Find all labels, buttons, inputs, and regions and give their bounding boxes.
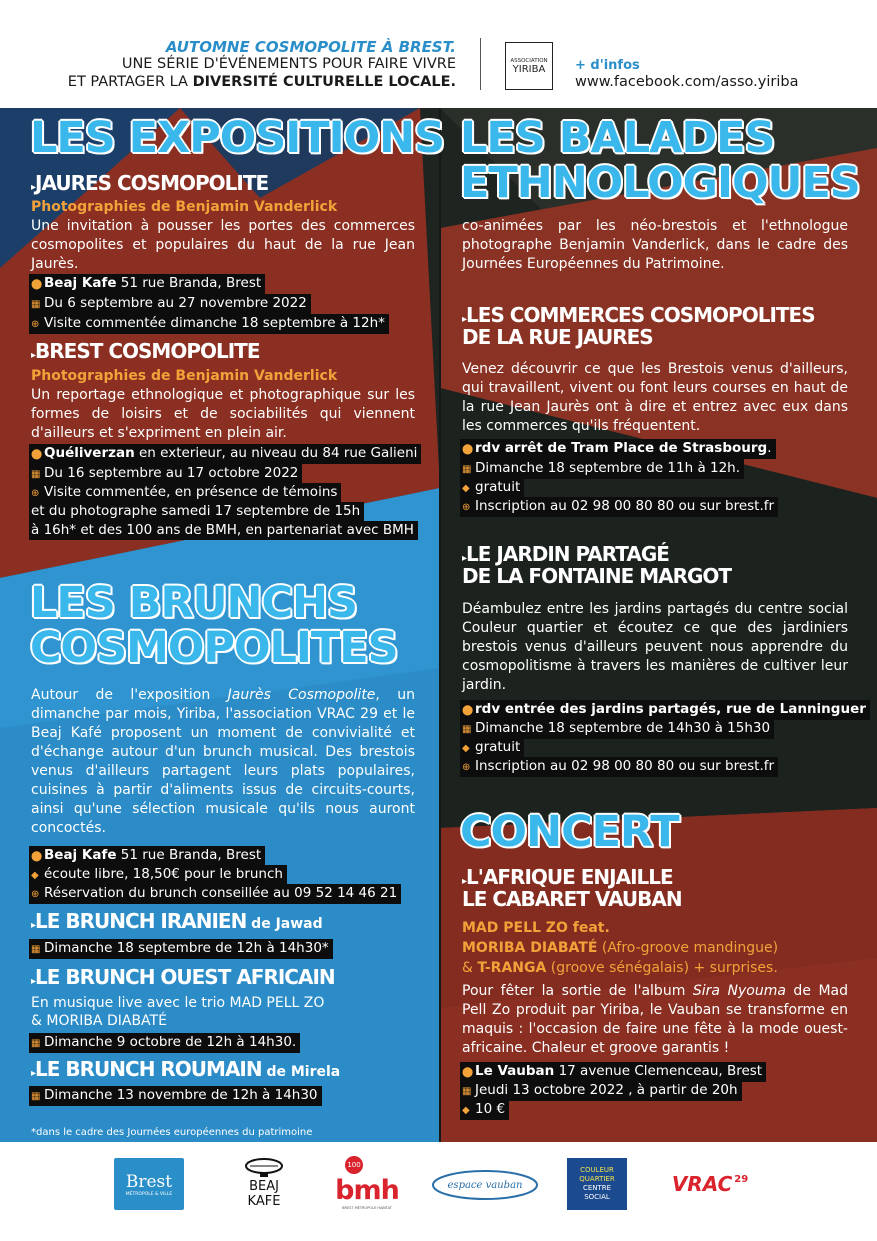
brunch-3-date-text: Dimanche 13 novembre de 12h à 14h30: [44, 1087, 318, 1103]
price-tag-icon: ◆: [462, 1105, 470, 1116]
bmh-badge: 100: [345, 1156, 363, 1174]
brunchs-title-1: LES BRUNCHS: [30, 578, 358, 628]
brunch-2-title-text: LE BRUNCH OUEST AFRICAIN: [35, 965, 335, 989]
balade-1-inscription-text: Inscription au 02 98 00 80 80 ou sur brest.fr: [475, 498, 775, 514]
couleur-quartier-logo: [567, 1158, 627, 1210]
balade-1-place-rest: .: [767, 440, 772, 456]
header-line-2: UNE SÉRIE D'ÉVÉNEMENTS POUR FAIRE VIVRE: [121, 56, 456, 72]
balade-2-place-bold: rdv entrée des jardins partagés, rue de Lanninguer: [475, 701, 866, 717]
concert-place-addr: 17 avenue Clemenceau, Brest: [554, 1063, 763, 1079]
expo-1-title-text: JAURES COSMOPOLITE: [35, 171, 269, 195]
expo-1-place-addr: 51 rue Branda, Brest: [116, 275, 262, 291]
plus-circle-icon: ⊕: [462, 762, 471, 773]
expo-2-extra-1: [29, 483, 341, 503]
bullet-icon: ▸: [31, 976, 36, 987]
bmh-sub: BREST MÉTROPOLE HABITAT: [342, 1205, 392, 1210]
plus-circle-icon: ⊕: [31, 319, 40, 330]
expo-2-place-addr: en exterieur, au niveau du 84 rue Galieni: [134, 445, 418, 461]
expo-1-subtitle: Photographies de Benjamin Vanderlick: [31, 199, 338, 215]
brest-logo: [114, 1158, 184, 1210]
header-line-3a: ET PARTAGER LA: [67, 74, 193, 90]
brunch-1-title-text: LE BRUNCH IRANIEN: [35, 909, 247, 933]
header: [0, 0, 877, 108]
balade-1-place-bold: rdv arrêt de Tram Place de Strasbourg: [475, 440, 768, 456]
price-tag-icon: ◆: [462, 483, 470, 494]
plus-circle-icon: ⊕: [31, 889, 40, 900]
balade-2-date: [460, 719, 774, 739]
beaj-logo-1: BEAJ: [249, 1179, 279, 1194]
footnote: *dans le cadre des Journées européennes du patrimoine: [31, 1127, 313, 1138]
espace-vauban-logo: [430, 1168, 540, 1202]
concert-date: [460, 1081, 742, 1101]
expo-2-title: [31, 340, 260, 362]
bullet-icon: ▸: [31, 350, 36, 361]
balades-intro: co-animées par les néo-brestois et l'ethnologue photographe Benjamin Vanderlick, dans le cadre des Journées Européennes du Patrimoine.: [462, 218, 848, 272]
expo-1-place: [29, 274, 265, 294]
balade-1-title: [462, 304, 815, 348]
concert-text-a: Pour fêter la sortie de l'album: [462, 983, 693, 999]
expo-1-dates-text: Du 6 septembre au 27 novembre 2022: [44, 295, 307, 311]
brunchs-text-b: , un dimanche par mois, Yiriba, l'association VRAC 29 et le Beaj Kafé proposent un moment de convivialité et d'échange autour d'un brunch musical. Des brestois venus d'ailleurs partagent leurs plats populaires, cuisines à partir d'aliments issus de circuits-courts, ainsi qu'une sélection musicale qu'ils nous auront concoctés.: [31, 687, 415, 836]
bullet-icon: ▸: [31, 920, 36, 931]
infos-url[interactable]: www.facebook.com/asso.yiriba: [575, 74, 799, 90]
balade-1-inscription: [460, 497, 778, 517]
brunchs-resa: [29, 884, 401, 904]
balade-2-text: Déambulez entre les jardins partagés du centre social Couleur quartier et écoutez ce que des jardiniers brestois venus d'ailleurs peuvent nous apprendre du cosmopolitisme à travers les manières de cultiver leur jardin.: [462, 601, 848, 693]
expo-2-extra-1-text: Visite commentée, en présence de témoins: [44, 484, 338, 500]
expo-2-title-text: BREST COSMOPOLITE: [35, 339, 260, 363]
location-pin-icon: ⬤: [31, 851, 43, 862]
expo-2-subtitle: Photographies de Benjamin Vanderlick: [31, 368, 338, 384]
calendar-icon: ▦: [31, 469, 41, 480]
airship-icon: [244, 1157, 284, 1179]
balade-1-title-1: LES COMMERCES COSMOPOLITES: [466, 303, 815, 327]
calendar-icon: ▦: [31, 299, 41, 310]
concert-event-title-1: L'AFRIQUE ENJAILLE: [466, 865, 673, 889]
concert-artists-3-a: &: [462, 960, 478, 976]
calendar-icon: ▦: [31, 1091, 41, 1102]
balade-1-date: [460, 459, 744, 479]
bmh-text: bmh: [335, 1174, 399, 1206]
brunchs-place-addr: 51 rue Branda, Brest: [116, 847, 262, 863]
location-pin-icon: ⬤: [462, 705, 474, 716]
concert-place-bold: Le Vauban: [475, 1063, 555, 1079]
concert-place: [460, 1062, 766, 1082]
balade-1-text: Venez découvrir ce que les Brestois venus d'ailleurs, qui travaillent, vivent ou font leurs courses en haut de la rue Jean Jaurès ont à dire et entrez avec eux dans les commerces qu'ils fréquentent.: [462, 361, 848, 434]
expo-1-extra-text: Visite commentée dimanche 18 septembre à 12h*: [44, 315, 385, 331]
couleur-3: CENTRE: [582, 1184, 612, 1192]
vrac-text: VRAC: [671, 1172, 733, 1196]
vrac-logo: [665, 1164, 755, 1204]
concert-text-italic: Sira Nyouma: [692, 983, 786, 999]
expositions-title: LES EXPOSITIONS: [30, 113, 445, 163]
concert-date-text: Jeudi 13 octobre 2022 , à partir de 20h: [475, 1082, 738, 1098]
brunchs-resa-text: Réservation du brunch conseillée au 09 52 14 46 21: [44, 885, 398, 901]
brunchs-text-a: Autour de l'exposition: [31, 687, 228, 703]
brunchs-text: [31, 686, 415, 838]
brunch-3-title: [31, 1058, 340, 1080]
calendar-icon: ▦: [31, 944, 41, 955]
balade-1-price: [460, 478, 524, 498]
price-tag-icon: ◆: [31, 870, 39, 881]
balades-title-2: ETHNOLOGIQUES: [460, 158, 860, 208]
concert-artists-1: MAD PELL ZO feat.: [462, 920, 610, 936]
balade-2-place: [460, 700, 870, 720]
balade-1-date-text: Dimanche 18 septembre de 11h à 12h.: [475, 460, 741, 476]
brunch-3-by: de Mirela: [261, 1064, 341, 1080]
balade-2-date-text: Dimanche 18 septembre de 14h30 à 15h30: [475, 720, 771, 736]
balade-2-title-2: DE LA FONTAINE MARGOT: [462, 564, 732, 588]
concert-artists-2: [462, 940, 778, 956]
bullet-icon: ▸: [31, 182, 36, 193]
expo-1-title: [31, 172, 268, 194]
expo-1-text: Une invitation à pousser les portes des commerces cosmopolites et populaires du haut de la rue Jean Jaurès.: [31, 218, 415, 272]
expo-2-place: [29, 444, 421, 464]
concert-artists-3-bold: T-RANGA: [477, 960, 547, 976]
yiriba-logo-small: ASSOCIATION: [510, 57, 548, 64]
calendar-icon: ▦: [462, 1086, 472, 1097]
brunch-2-title: [31, 966, 335, 988]
bullet-icon: ▸: [462, 314, 467, 325]
brunch-1-date: [29, 939, 333, 959]
calendar-icon: ▦: [462, 724, 472, 735]
concert-price: [460, 1100, 509, 1120]
plus-circle-icon: ⊕: [31, 488, 40, 499]
vauban-text: espace vauban: [447, 1179, 523, 1191]
expo-1-place-bold: Beaj Kafe: [44, 275, 117, 291]
beaj-logo-2: KAFE: [247, 1194, 281, 1209]
brunch-1-title: [31, 910, 323, 932]
expo-2-extra-2: et du photographe samedi 17 septembre de 15h: [29, 502, 364, 521]
brunch-2-text-2: & MORIBA DIABATÉ: [31, 1013, 167, 1029]
couleur-2: QUARTIER: [579, 1175, 615, 1183]
brunchs-text-italic: Jaurès Cosmopolite: [227, 687, 376, 703]
balade-2-inscription-text: Inscription au 02 98 00 80 80 ou sur brest.fr: [475, 758, 775, 774]
brunchs-place-bold: Beaj Kafe: [44, 847, 117, 863]
header-line-1: AUTOMNE COSMOPOLITE À BREST.: [165, 38, 456, 56]
concert-title: CONCERT: [460, 807, 679, 857]
balade-2-inscription: [460, 757, 778, 777]
balade-1-price-text: gratuit: [475, 479, 521, 495]
header-line-3b: DIVERSITÉ CULTURELLE LOCALE.: [192, 74, 456, 90]
bullet-icon: ▸: [462, 876, 467, 887]
concert-artists-3-rest: (groove sénégalais) + surprises.: [546, 960, 778, 976]
location-pin-icon: ⬤: [462, 1067, 474, 1078]
bullet-icon: ▸: [462, 553, 467, 564]
concert-artists-3: [462, 960, 778, 976]
calendar-icon: ▦: [31, 1038, 41, 1049]
brunch-3-date: [29, 1086, 322, 1106]
yiriba-logo-name: YIRIBA: [512, 63, 546, 75]
brunchs-price: [29, 865, 287, 885]
yiriba-logo: [505, 42, 553, 90]
concert-artists-2-rest: (Afro-groove mandingue): [597, 940, 779, 956]
balade-1-place: [460, 439, 776, 459]
concert-text-b: de Mad Pell Zo produit par Yiriba, le Vauban se transforme en maquis : l'occasion de faire une fête à la mode ouest-africaine. Chaleur et groove garantis !: [462, 983, 848, 1056]
balades-title-1: LES BALADES: [460, 113, 775, 163]
balade-2-price: [460, 738, 524, 758]
infos-label: + d'infos: [575, 58, 640, 73]
concert-text: [462, 982, 848, 1058]
brunch-1-date-text: Dimanche 18 septembre de 12h à 14h30*: [44, 940, 329, 956]
balade-1-title-2: DE LA RUE JAURES: [462, 325, 653, 349]
expo-2-place-bold: Quéliverzan: [44, 445, 135, 461]
expo-2-extra-3: à 16h* et des 100 ans de BMH, en partenariat avec BMH: [29, 521, 418, 540]
expo-2-dates-text: Du 16 septembre au 17 octobre 2022: [44, 465, 299, 481]
concert-event-title-2: LE CABARET VAUBAN: [462, 887, 682, 911]
couleur-1: COULEUR: [580, 1166, 614, 1174]
header-divider: [480, 38, 481, 90]
location-pin-icon: ⬤: [31, 449, 43, 460]
expo-1-dates: [29, 294, 311, 314]
header-line-3: [68, 74, 456, 90]
brunch-2-date: [29, 1033, 300, 1053]
location-pin-icon: ⬤: [462, 444, 474, 455]
balade-2-price-text: gratuit: [475, 739, 521, 755]
location-pin-icon: ⬤: [31, 279, 43, 290]
expo-2-dates: [29, 464, 302, 484]
brunch-3-title-text: LE BRUNCH ROUMAIN: [35, 1057, 262, 1081]
bullet-icon: ▸: [31, 1068, 36, 1079]
brunchs-price-text: écoute libre, 18,50€ pour le brunch: [44, 866, 283, 882]
price-tag-icon: ◆: [462, 743, 470, 754]
concert-price-text: 10 €: [475, 1101, 506, 1117]
bmh-logo: [332, 1156, 402, 1216]
brunchs-place: [29, 846, 265, 866]
expo-2-text: Un reportage ethnologique et photographique sur les formes de loisirs et de sociabilités qui viennent d'ailleurs et s'expriment en plein air.: [31, 387, 415, 441]
balade-2-title-1: LE JARDIN PARTAGÉ: [466, 542, 669, 566]
concert-artists-2-bold: MORIBA DIABATÉ: [462, 940, 598, 956]
brest-logo-text: Brest: [125, 1171, 173, 1192]
brunch-2-date-text: Dimanche 9 octobre de 12h à 14h30.: [44, 1034, 297, 1050]
brunch-1-by: de Jawad: [246, 916, 323, 932]
brunchs-title-2: COSMOPOLITES: [30, 623, 398, 673]
couleur-4: SOCIAL: [584, 1193, 610, 1201]
concert-event-title: [462, 866, 682, 910]
vrac-num: 29: [734, 1173, 749, 1185]
plus-circle-icon: ⊕: [462, 502, 471, 513]
brunch-2-text-1: En musique live avec le trio MAD PELL ZO: [31, 995, 325, 1011]
beaj-kafe-logo: [238, 1150, 290, 1216]
calendar-icon: ▦: [462, 464, 472, 475]
balade-2-title: [462, 543, 731, 587]
footer-logos: [0, 1142, 877, 1241]
expo-1-extra: [29, 314, 389, 334]
brest-logo-sub: MÉTROPOLE & VILLE: [125, 1191, 173, 1197]
